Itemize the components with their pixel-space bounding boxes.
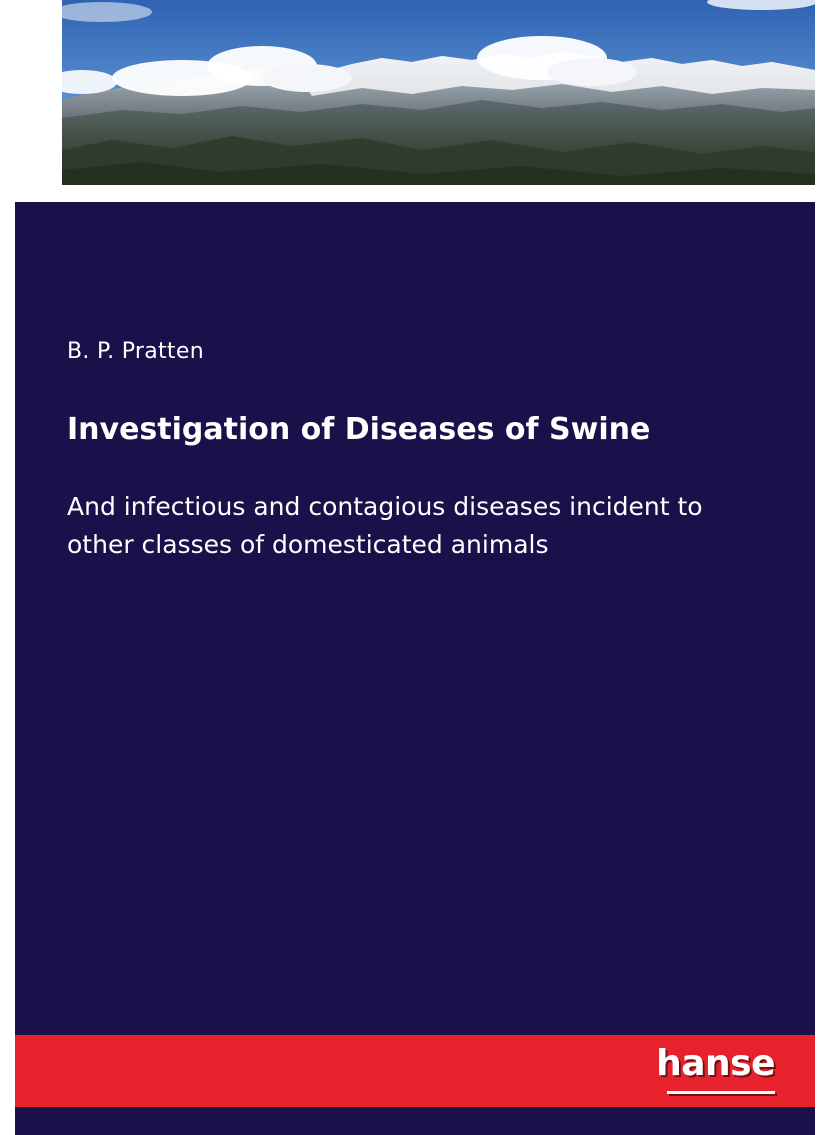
mountain-landscape-photo [62, 0, 815, 185]
hanse-logo: hanse [656, 1043, 775, 1084]
publisher-bar [15, 1035, 815, 1107]
logo-underline [667, 1091, 775, 1094]
book-cover [15, 202, 815, 1135]
book-subtitle: And infectious and contagious diseases incident to other classes of domesticated animals [67, 492, 703, 559]
book-title: Investigation of Diseases of Swine [67, 412, 651, 447]
author-name: B. P. Pratten [67, 339, 204, 364]
